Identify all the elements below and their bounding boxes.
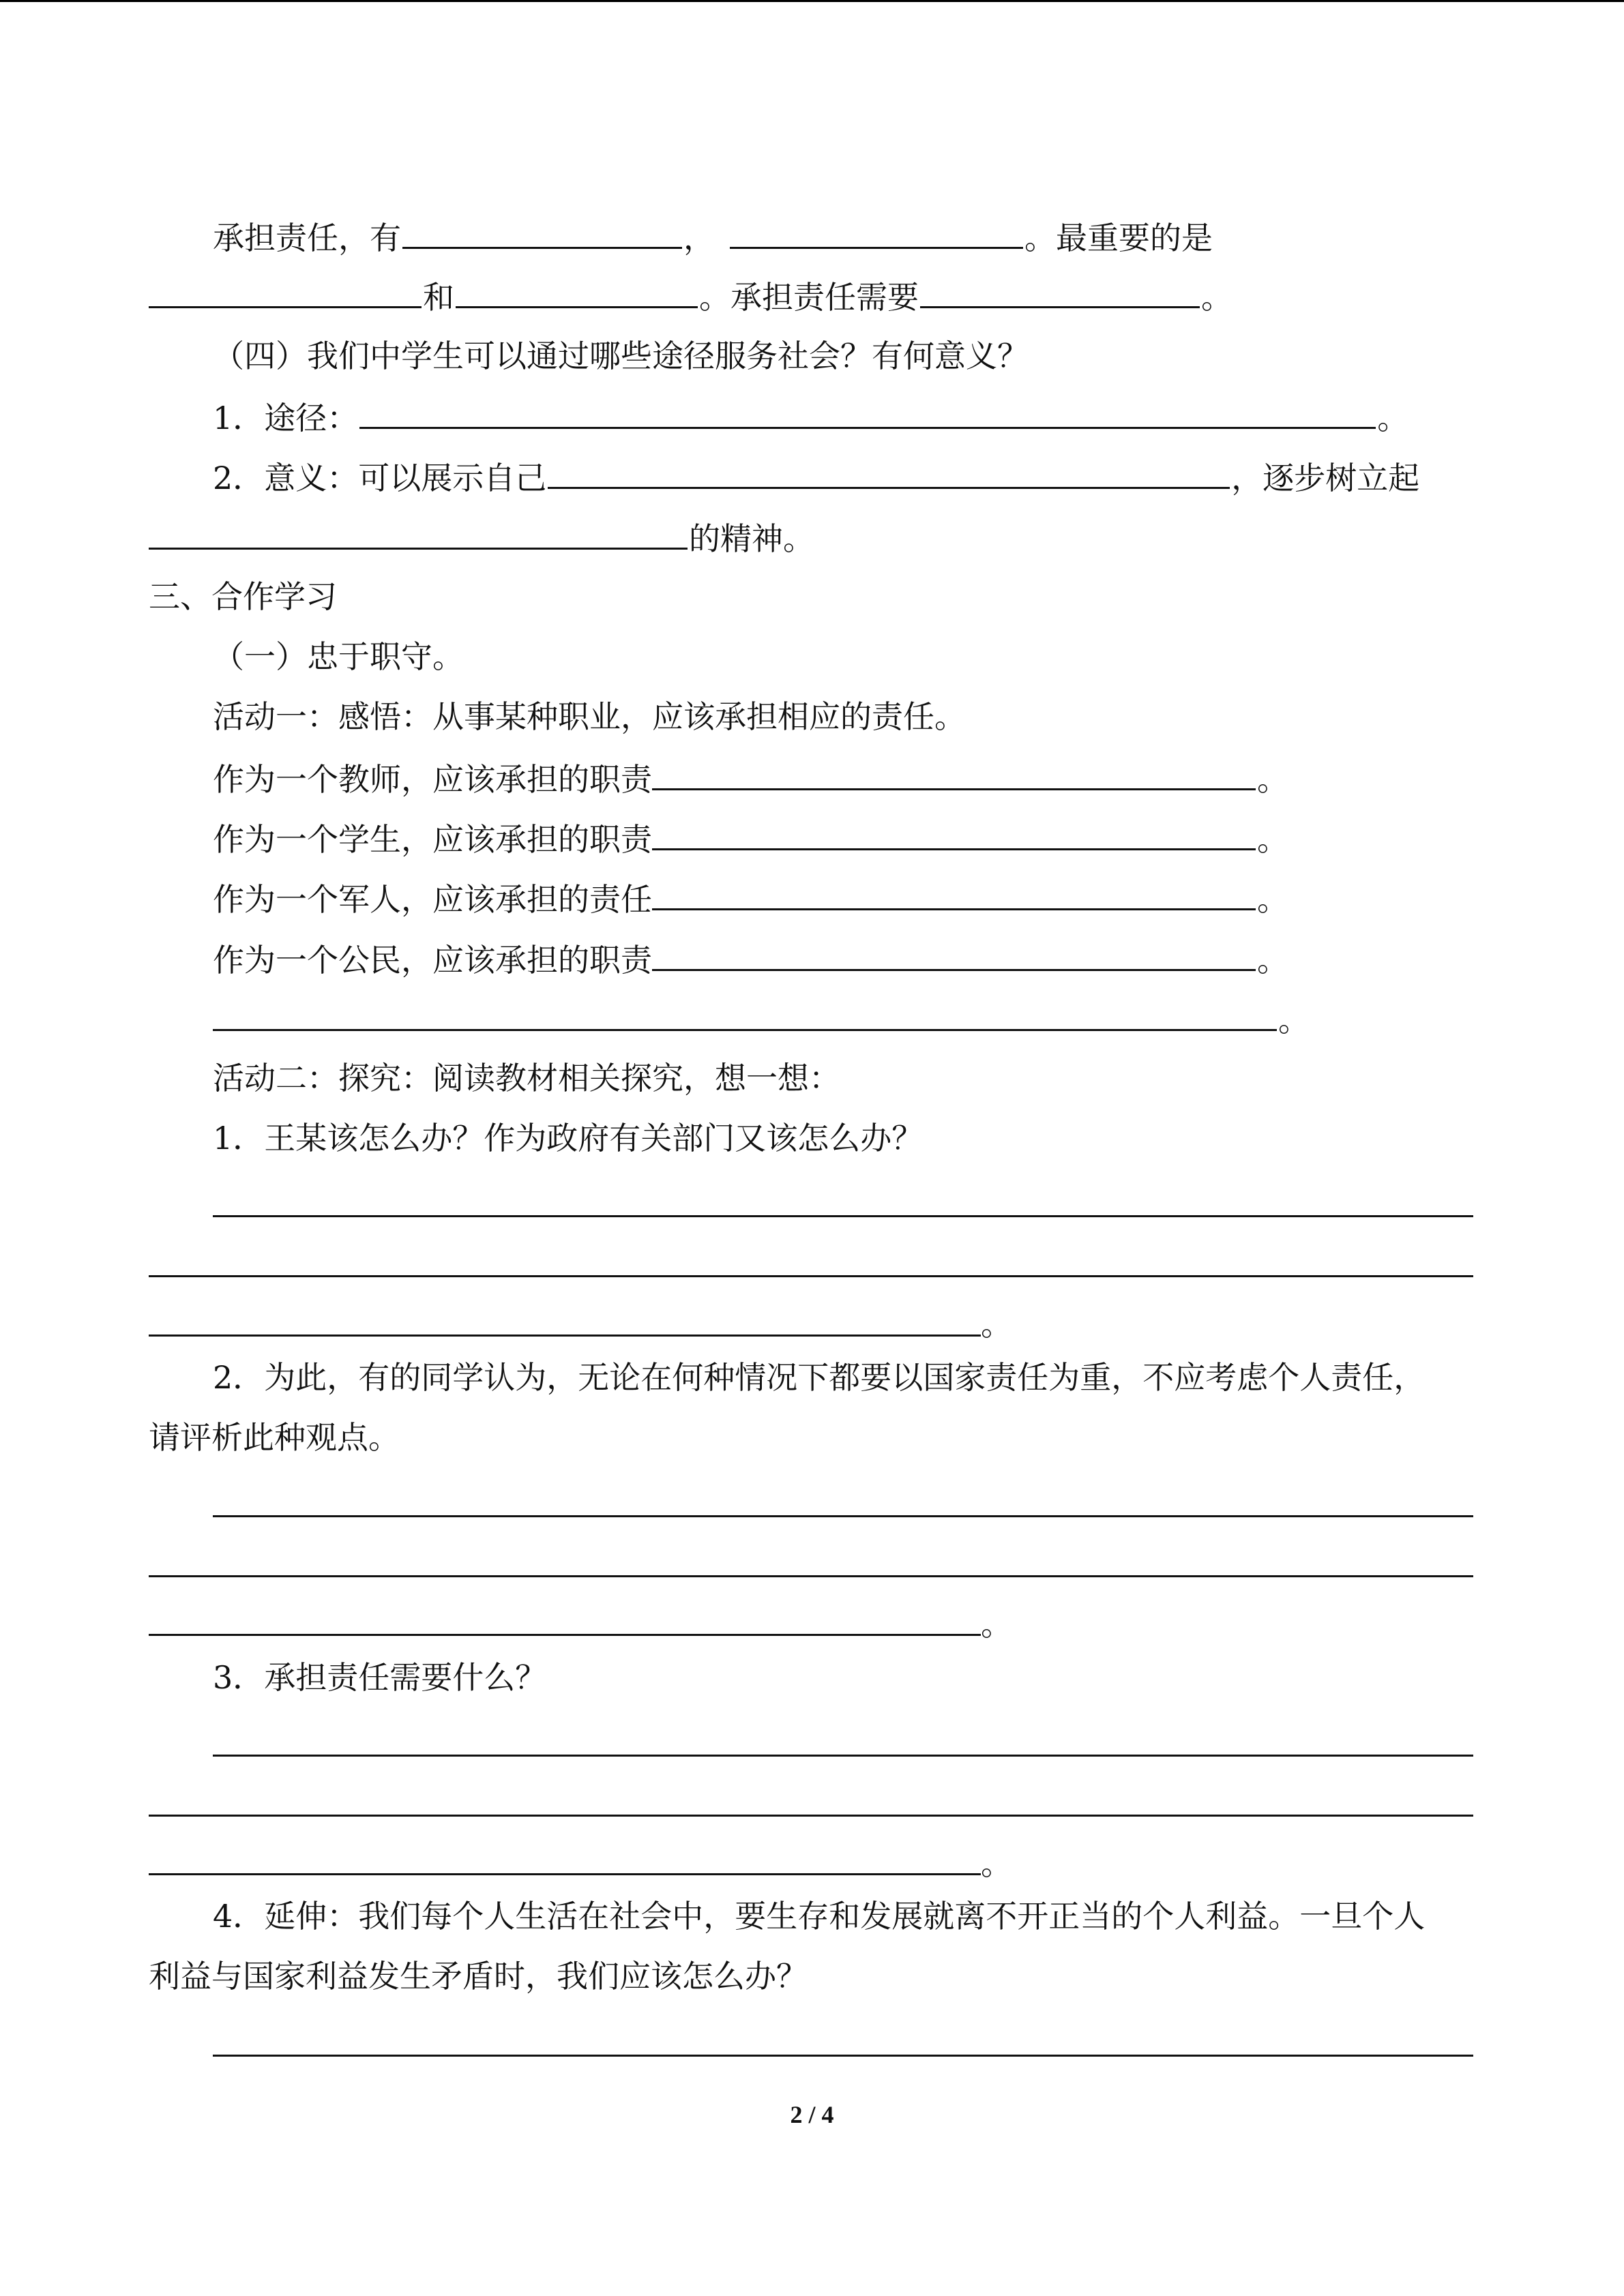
text: 。最重要的是 bbox=[1024, 220, 1213, 256]
text: 。 bbox=[1257, 881, 1288, 918]
question-2-cont: 请评析此种观点。 bbox=[149, 1419, 400, 1456]
answer-line[interactable] bbox=[213, 1215, 1473, 1217]
section-4-heading: （四）我们中学生可以通过哪些途径服务社会？有何意义？ bbox=[213, 338, 1029, 374]
answer-line[interactable] bbox=[149, 1873, 981, 1875]
text: 。 bbox=[1377, 400, 1409, 436]
blank-field[interactable] bbox=[920, 275, 1200, 308]
question-2: 2．为此，有的同学认为，无论在何种情况下都要以国家责任为重，不应考虑个人责任， bbox=[213, 1359, 1426, 1396]
duty-extra bbox=[213, 998, 1310, 1039]
text: 2．意义：可以展示自己 bbox=[213, 460, 547, 496]
period: 。 bbox=[981, 1306, 1012, 1343]
activity-2: 活动二：探究：阅读教材相关探究，想一想： bbox=[213, 1060, 840, 1097]
duty-citizen bbox=[213, 938, 1288, 979]
blank-field[interactable] bbox=[652, 757, 1256, 790]
route-line bbox=[213, 396, 1408, 436]
text: 的精神。 bbox=[689, 520, 814, 557]
text: 作为一个军人，应该承担的责任 bbox=[213, 881, 652, 918]
text: 作为一个学生，应该承担的职责 bbox=[213, 821, 652, 858]
subsection-1-title: （一）忠于职守。 bbox=[213, 638, 464, 675]
activity-1: 活动一：感悟：从事某种职业，应该承担相应的责任。 bbox=[213, 698, 966, 735]
text: 作为一个教师，应该承担的职责 bbox=[213, 761, 652, 798]
blank-field[interactable] bbox=[548, 456, 1230, 489]
text: 。 bbox=[1257, 821, 1288, 858]
meaning-line-2 bbox=[149, 516, 814, 557]
text: 和 bbox=[423, 279, 454, 316]
text: ， bbox=[683, 220, 715, 256]
fill-line-2 bbox=[149, 275, 1232, 316]
blank-field[interactable] bbox=[652, 938, 1256, 971]
blank-field[interactable] bbox=[213, 998, 1277, 1031]
answer-line[interactable] bbox=[149, 1335, 981, 1337]
period: 。 bbox=[981, 1606, 1012, 1643]
text: 。 bbox=[1278, 1002, 1310, 1039]
question-3: 3．承担责任需要什么？ bbox=[213, 1659, 547, 1696]
answer-line[interactable] bbox=[213, 2055, 1473, 2057]
blank-field[interactable] bbox=[652, 817, 1256, 850]
question-4-cont: 利益与国家利益发生矛盾时，我们应该怎么办？ bbox=[149, 1958, 808, 1995]
blank-field[interactable] bbox=[730, 215, 1023, 249]
question-1: 1．王某该怎么办？作为政府有关部门又该怎么办？ bbox=[213, 1120, 924, 1157]
fill-line-1 bbox=[213, 215, 1213, 256]
period: 。 bbox=[981, 1845, 1012, 1882]
question-4: 4．延伸：我们每个人生活在社会中，要生存和发展就离不开正当的个人利益。一旦个人 bbox=[213, 1898, 1426, 1935]
text: 。 bbox=[1257, 942, 1288, 979]
answer-line[interactable] bbox=[149, 1275, 1473, 1277]
text: 承担责任，有 bbox=[213, 220, 401, 256]
text: 1．途径： bbox=[213, 400, 359, 436]
blank-field[interactable] bbox=[359, 396, 1376, 429]
duty-teacher bbox=[213, 757, 1288, 798]
answer-line[interactable] bbox=[213, 1755, 1473, 1757]
text: 。承担责任需要 bbox=[699, 279, 919, 316]
answer-line[interactable] bbox=[149, 1634, 981, 1636]
blank-field[interactable] bbox=[149, 516, 688, 550]
page-number: 2 / 4 bbox=[790, 2101, 834, 2128]
answer-line[interactable] bbox=[149, 1575, 1473, 1577]
page-top-border bbox=[0, 0, 1624, 2]
blank-field[interactable] bbox=[149, 275, 422, 308]
blank-field[interactable] bbox=[456, 275, 698, 308]
duty-soldier bbox=[213, 877, 1288, 918]
answer-line[interactable] bbox=[149, 1815, 1473, 1817]
answer-line[interactable] bbox=[213, 1515, 1473, 1517]
meaning-line bbox=[213, 456, 1419, 496]
text: 作为一个公民，应该承担的职责 bbox=[213, 942, 652, 979]
text: 。 bbox=[1257, 761, 1288, 798]
text: ，逐步树立起 bbox=[1231, 460, 1420, 496]
text: 。 bbox=[1201, 279, 1232, 316]
blank-field[interactable] bbox=[652, 877, 1256, 910]
blank-field[interactable] bbox=[402, 215, 682, 249]
section-3-title: 三、合作学习 bbox=[149, 578, 337, 615]
duty-student bbox=[213, 817, 1288, 858]
